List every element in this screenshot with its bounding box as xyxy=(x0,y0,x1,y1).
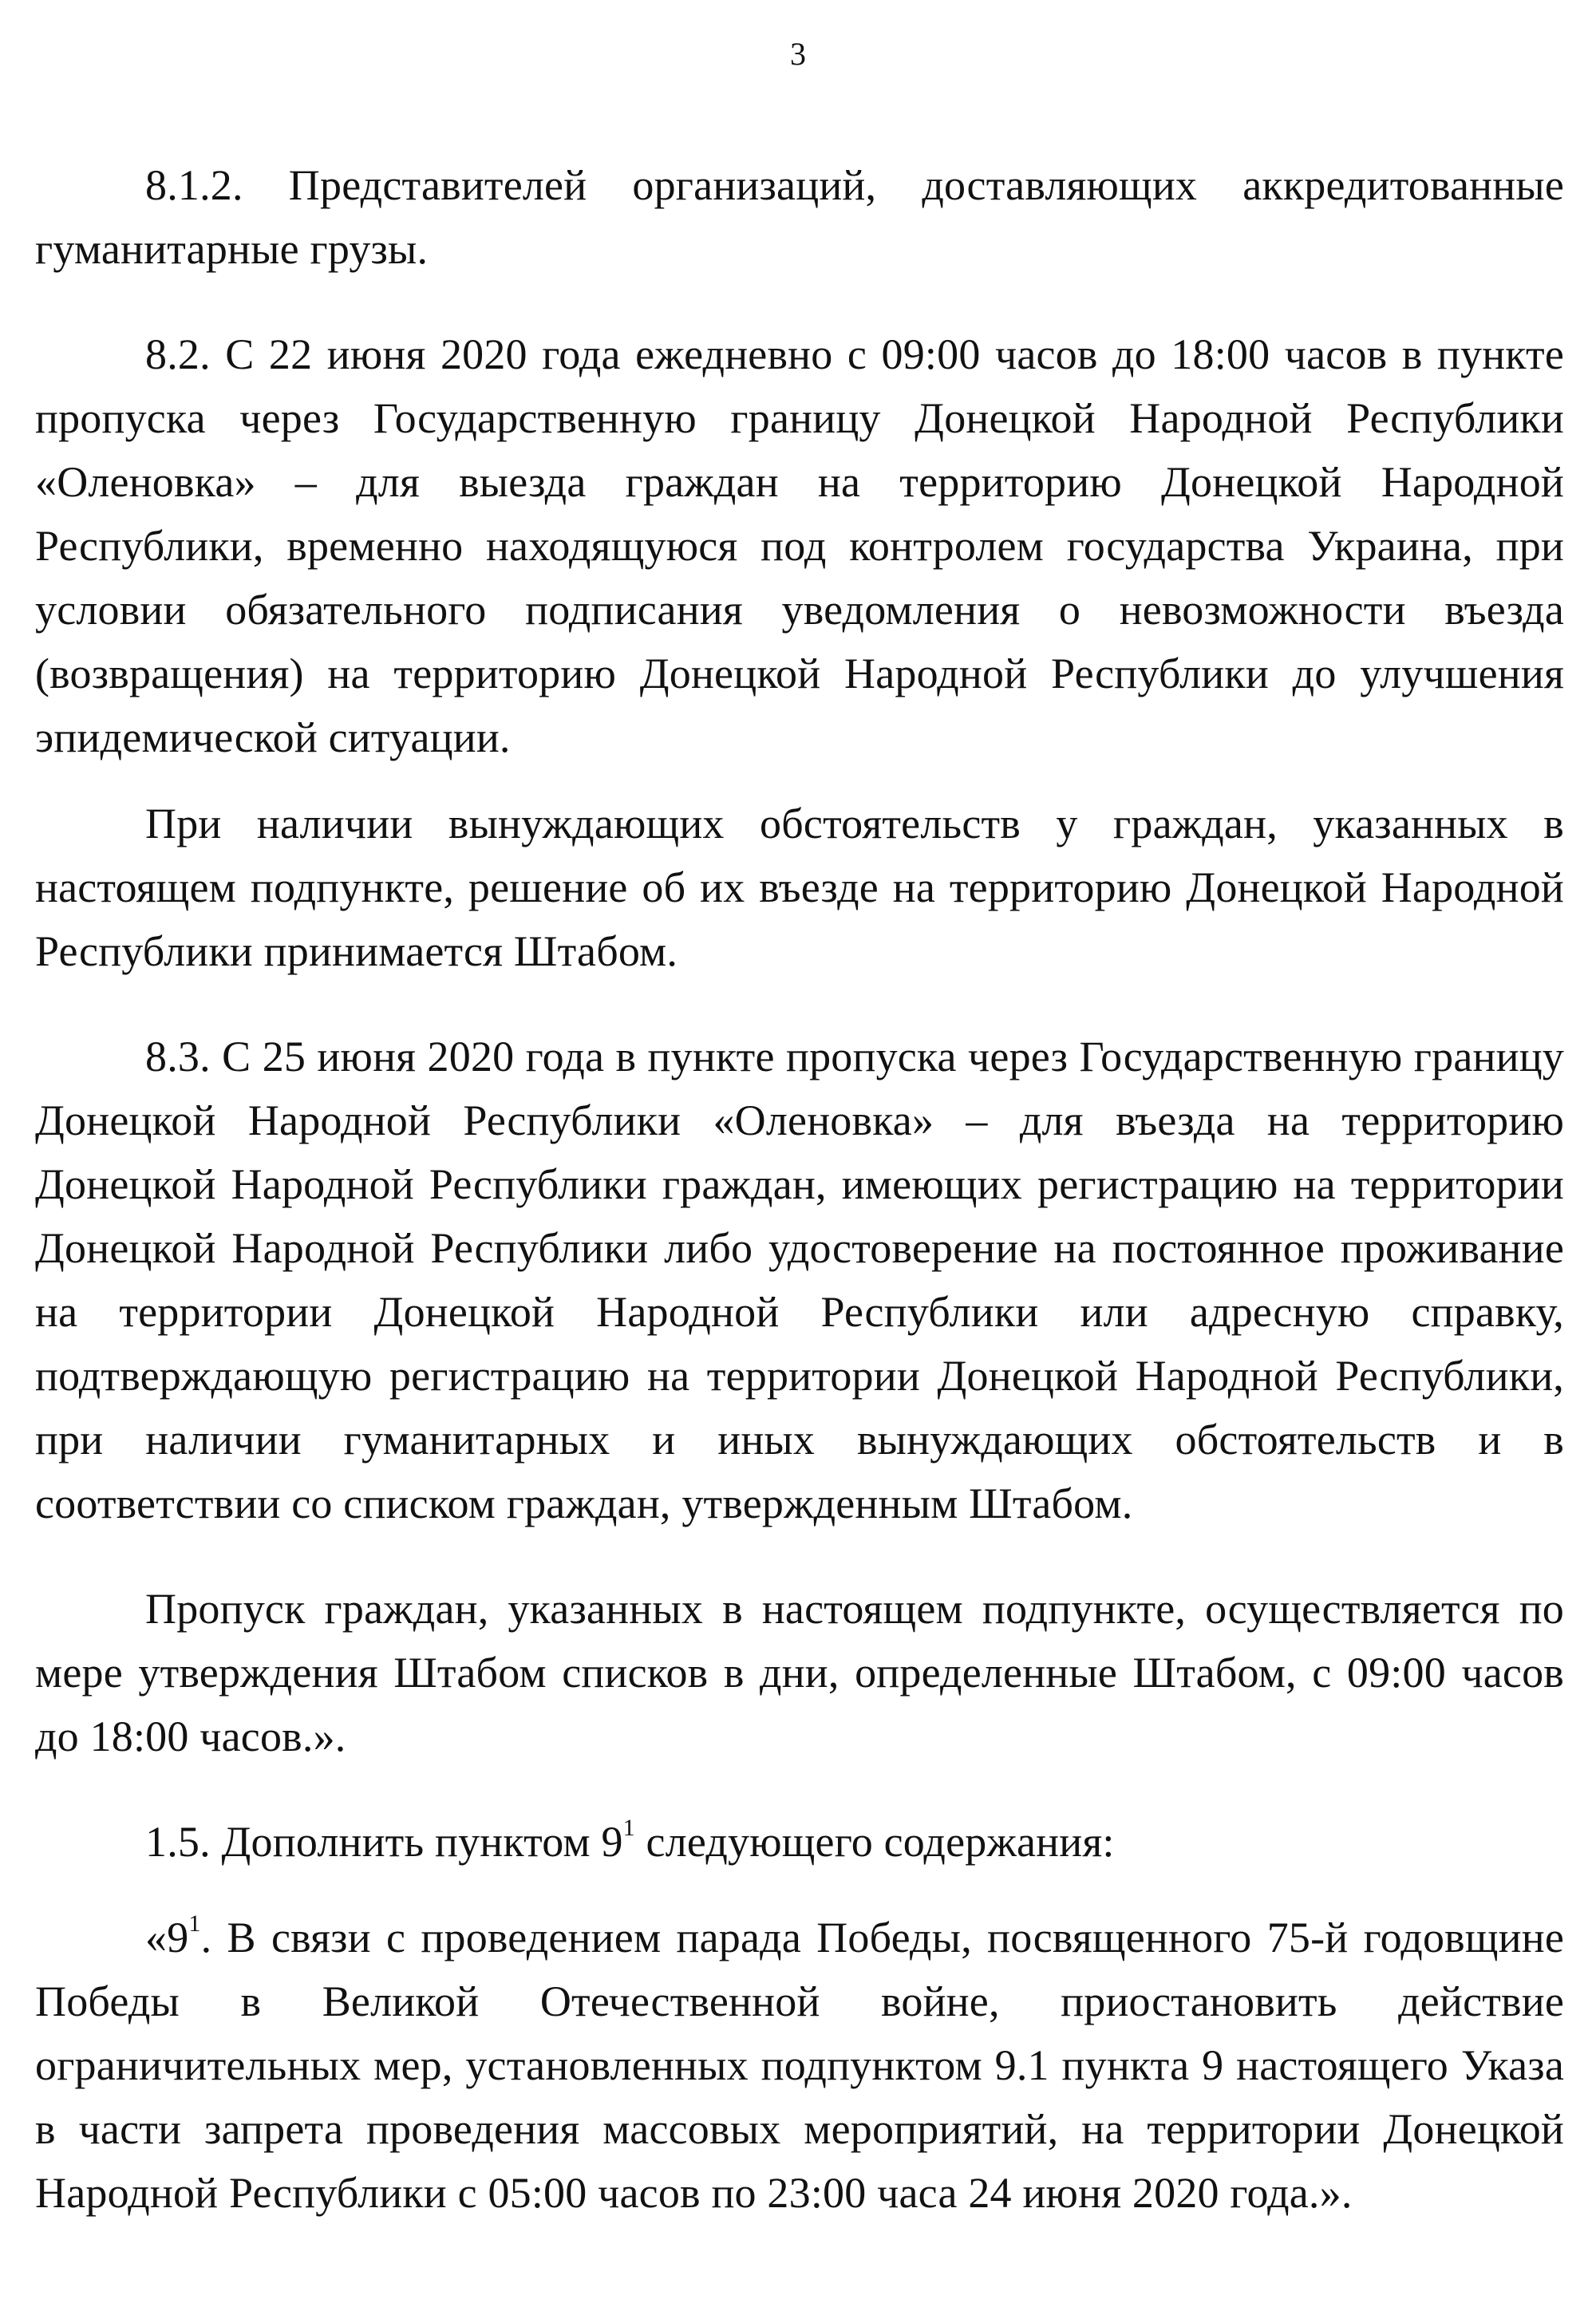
paragraph-1-5-before: 1.5. Дополнить пунктом 9 xyxy=(145,1818,623,1866)
paragraph-8-3: 8.3. С 25 июня 2020 года в пункте пропуска через Государственную границу Донецкой Народной Республики «Оленовка» – для въезда на территорию Донецкой Народной Республики граждан, имеющих регистрацию на территории Донецкой Народной Республики либо удостоверение на постоянное проживание на территории Донецкой Народной Республики или адресную справку, подтверждающую регистрацию на территории Донецкой Народной Республики, при наличии гуманитарных и иных вынуждающих обстоятельств и в соответствии со списком граждан, утвержденным Штабом. xyxy=(35,1033,1564,1527)
document-body xyxy=(35,153,1564,2225)
paragraph-8-1-2: 8.1.2. Представителей организаций, доставляющих аккредитованные гуманитарные грузы. xyxy=(35,161,1564,273)
paragraph-9-1-before: «9 xyxy=(145,1914,189,1961)
paragraph-1-5-superscript: 1 xyxy=(622,1815,635,1841)
paragraph-8-2: 8.2. С 22 июня 2020 года ежедневно с 09:00 часов до 18:00 часов в пункте пропуска через Государственную границу Донецкой Народной Республики «Оленовка» – для выезда граждан на территорию Донецкой Народной Республики, временно находящуюся под контролем государства Украина, при условии обязательного подписания уведомления о невозможности въезда (возвращения) на территорию Донецкой Народной Республики до улучшения эпидемической ситуации. xyxy=(35,330,1564,761)
page-number: 3 xyxy=(790,36,806,72)
paragraph-1-5 xyxy=(35,1810,1564,1874)
paragraph-8-3-note: Пропуск граждан, указанных в настоящем подпункте, осуществляется по мере утверждения Штабом списков в дни, определенные Штабом, с 09:00 часов до 18:00 часов.». xyxy=(35,1585,1564,1760)
paragraph-1-5-after: следующего содержания: xyxy=(634,1818,1115,1866)
paragraph-9-1 xyxy=(35,1906,1564,2225)
paragraph-9-1-after: . В связи с проведением парада Победы, посвященного 75-й годовщине Победы в Великой Отечественной войне, приостановить действие ограничительных мер, установленных подпунктом 9.1 пункта 9 настоящего Указа в части запрета проведения массовых мероприятий, на территории Донецкой Народной Республики с 05:00 часов по 23:00 часа 24 июня 2020 года.». xyxy=(35,1914,1564,2217)
paragraph-8-2-note: При наличии вынуждающих обстоятельств у граждан, указанных в настоящем подпункте, решение об их въезде на территорию Донецкой Народной Республики принимается Штабом. xyxy=(35,800,1564,975)
paragraph-9-1-superscript: 1 xyxy=(188,1910,201,1937)
